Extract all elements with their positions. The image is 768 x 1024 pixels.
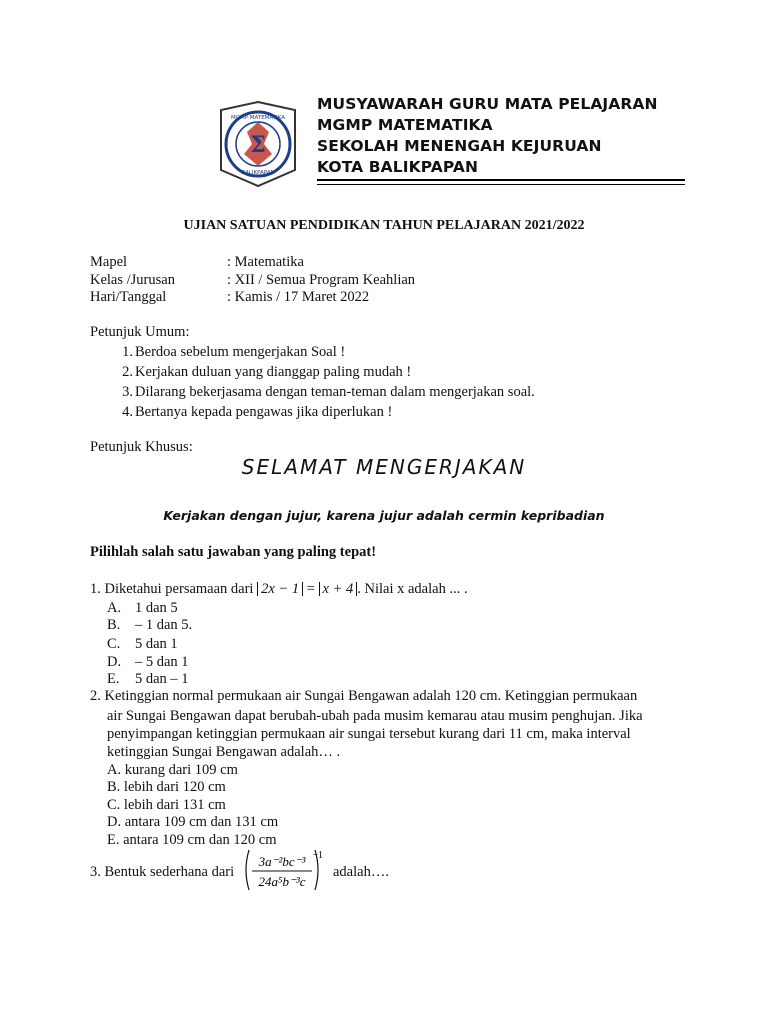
general-item-text: Berdoa sebelum mengerjakan Soal !: [135, 344, 346, 360]
option-text: 1 dan 5: [135, 600, 178, 616]
general-item-number: 1.: [122, 344, 133, 360]
general-item-number: 2.: [122, 364, 133, 380]
svg-text:MGMP MATEMATIKA: MGMP MATEMATIKA: [230, 115, 286, 121]
meta-label-tanggal: Hari/Tanggal: [90, 289, 167, 305]
question-2-line: 2. Ketinggian normal permukaan air Sungai Bengawan adalah 120 cm. Ketinggian permukaan: [90, 688, 638, 704]
q3-exponent: −1: [312, 850, 323, 861]
option-text: – 5 dan 1: [135, 654, 189, 670]
q2-option: E. antara 109 cm dan 120 cm: [107, 832, 277, 848]
motto: Kerjakan dengan jujur, karena jujur adalah cermin kepribadian: [163, 508, 605, 523]
meta-label-kelas: Kelas /Jurusan: [90, 272, 175, 288]
header-line-3: SEKOLAH MENENGAH KEJURUAN: [317, 137, 602, 155]
option-letter: C.: [107, 636, 121, 652]
header-line-1: MUSYAWARAH GURU MATA PELAJARAN: [317, 95, 658, 113]
mgmp-logo: [217, 100, 299, 188]
question-1-prefix: 1. Diketahui persamaan dari: [90, 581, 254, 597]
header-rule-thin: [317, 184, 685, 185]
q2-option: A. kurang dari 109 cm: [107, 762, 238, 778]
general-item-number: 4.: [122, 404, 133, 420]
question-1: [90, 581, 468, 598]
q1-equals: =: [306, 581, 315, 597]
banner-title: SELAMAT MENGERJAKAN: [241, 455, 527, 479]
question-2-line: air Sungai Bengawan dapat berubah-ubah pada musim kemarau atau musim penghujan. Jika: [107, 708, 643, 724]
question-2-line: penyimpangan ketinggian permukaan air sungai tersebut kurang dari 11 cm, maka interval: [107, 726, 631, 742]
meta-label-mapel: Mapel: [90, 254, 128, 270]
option-letter: D.: [107, 654, 122, 670]
question-2-line: ketinggian Sungai Bengawan adalah… .: [107, 744, 341, 760]
general-item-text: Bertanya kepada pengawas jika diperlukan !: [135, 404, 393, 420]
general-item-text: Kerjakan duluan yang dianggap paling mudah !: [135, 364, 412, 380]
option-letter: A.: [107, 600, 122, 616]
option-text: 5 dan 1: [135, 636, 178, 652]
header-line-4: KOTA BALIKPAPAN: [317, 158, 479, 176]
option-text: – 1 dan 5.: [135, 617, 193, 633]
answer-instruction: Pilihlah salah satu jawaban yang paling tepat!: [90, 544, 377, 560]
option-letter: B.: [107, 617, 121, 633]
general-item-text: Dilarang bekerjasama dengan teman-teman dalam mengerjakan soal.: [135, 384, 535, 400]
option-text: 5 dan – 1: [135, 671, 189, 687]
q3-numerator: 3a⁻²bc⁻³: [258, 854, 306, 869]
general-item-number: 3.: [122, 384, 133, 400]
q1-lhs-abs: 2x − 1: [257, 582, 303, 596]
question-3-prefix: 3. Bentuk sederhana dari: [90, 864, 235, 880]
q2-option: B. lebih dari 120 cm: [107, 779, 226, 795]
meta-value-mapel: : Matematika: [227, 254, 304, 270]
header-line-2: MGMP MATEMATIKA: [317, 116, 493, 134]
svg-text:BALIKPAPAN: BALIKPAPAN: [241, 170, 275, 176]
svg-text:Σ: Σ: [250, 132, 266, 158]
question-1-suffix: . Nilai x adalah ... .: [357, 581, 468, 597]
q3-denominator: 24a⁵b⁻³c: [258, 874, 306, 889]
option-letter: E.: [107, 671, 120, 687]
q1-rhs-abs: x + 4: [319, 582, 358, 596]
special-instructions-heading: Petunjuk Khusus:: [90, 439, 193, 455]
header-rule-thick: [317, 179, 685, 181]
exam-title: UJIAN SATUAN PENDIDIKAN TAHUN PELAJARAN 2021/2022: [183, 218, 585, 233]
meta-value-tanggal: : Kamis / 17 Maret 2022: [227, 289, 370, 305]
question-3-suffix: adalah….: [333, 864, 389, 880]
q3-fraction: [243, 848, 325, 892]
q2-option: C. lebih dari 131 cm: [107, 797, 226, 813]
meta-value-kelas: : XII / Semua Program Keahlian: [227, 272, 416, 288]
q2-option: D. antara 109 cm dan 131 cm: [107, 814, 279, 830]
general-instructions-heading: Petunjuk Umum:: [90, 324, 190, 340]
